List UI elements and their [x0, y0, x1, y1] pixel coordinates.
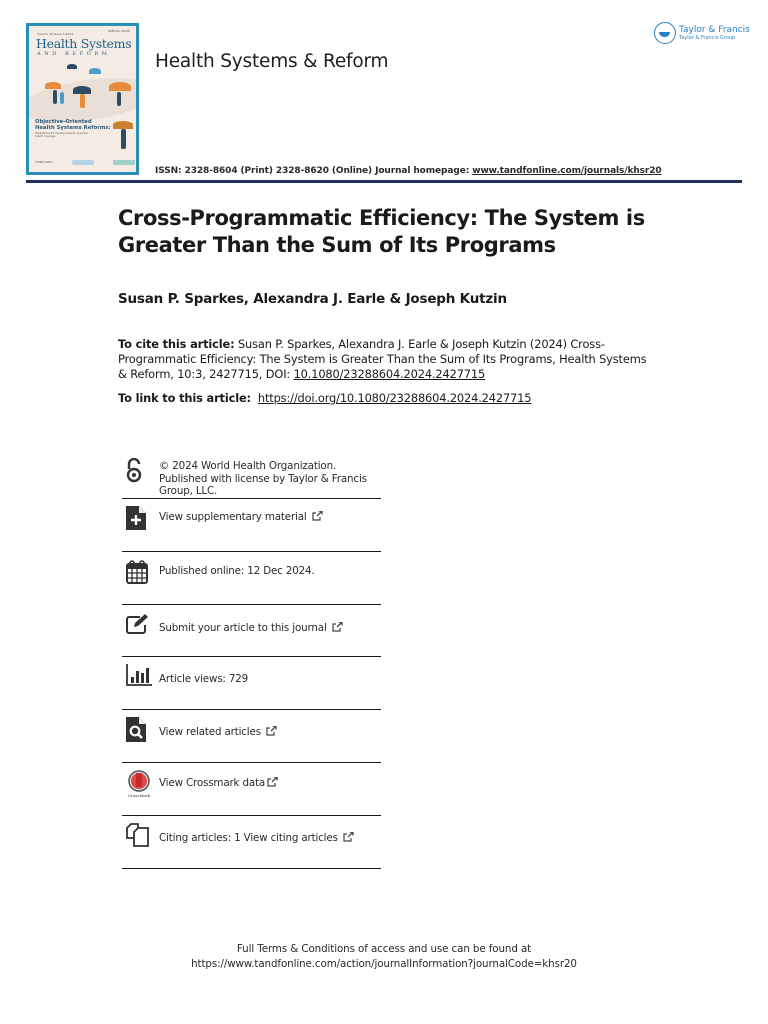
- terms-footer: [0, 942, 768, 972]
- citing-articles-row[interactable]: [122, 816, 381, 869]
- umbrella-illustration: [109, 82, 131, 91]
- crossmark-icon: [122, 770, 159, 798]
- umbrella-illustration: [73, 86, 91, 94]
- figure-illustration: [60, 92, 64, 104]
- article-doi-link[interactable]: https://doi.org/10.1080/23288604.2024.2427715: [257, 391, 532, 405]
- cite-text: Susan P. Sparkes, Alexandra J. Earle & Joseph Kutzin (2024) Cross-Programmatic Efficiency: The System is Greater Than the Sum of Its Programs, Health Systems & Reform, 10:3, 2427715, DOI:: [118, 337, 647, 381]
- publisher-logo: [654, 22, 750, 44]
- external-link-icon: [266, 726, 277, 740]
- header-divider: [26, 180, 742, 183]
- cover-title: Health Systems: [36, 36, 132, 51]
- figure-illustration: [121, 129, 126, 149]
- copy-documents-icon: [122, 823, 159, 847]
- crossmark-link[interactable]: View Crossmark data: [159, 770, 278, 791]
- search-document-icon: [122, 717, 159, 742]
- citing-articles-link[interactable]: Citing articles: 1 View citing articles: [159, 823, 354, 846]
- umbrella-illustration: [89, 68, 101, 74]
- supplementary-row[interactable]: [122, 499, 381, 552]
- link-label: To link to this article:: [118, 391, 251, 405]
- tf-cover-logo: [113, 160, 135, 165]
- published-online-text: Published online: 12 Dec 2024.: [159, 565, 315, 577]
- cover-title-sub: AND REFORM: [37, 51, 111, 57]
- article-info-box: [122, 452, 381, 869]
- license-row: [122, 452, 381, 499]
- thinkwell-logo: THINK WELL: [35, 160, 54, 164]
- license-text: © 2024 World Health Organization. Published with license by Taylor & Francis Group, LLC.: [159, 460, 367, 497]
- terms-line: Full Terms & Conditions of access and use can be found at: [236, 943, 532, 955]
- submit-article-row[interactable]: [122, 605, 381, 657]
- article-title: Cross-Programmatic Efficiency: The System is Greater Than the Sum of Its Programs: [118, 206, 645, 257]
- article-authors: Susan P. Sparkes, Alexandra J. Earle & Joseph Kutzin: [118, 291, 507, 307]
- issn-text: ISSN: 2328-8604 (Print) 2328-8620 (Online) Journal homepage:: [155, 166, 473, 176]
- cover-subtitle-small: Implications for moving towards universal health coverage: [35, 132, 88, 138]
- umbrella-illustration: [113, 121, 133, 129]
- related-articles-row[interactable]: [122, 710, 381, 763]
- calendar-icon: [122, 560, 159, 584]
- umbrella-illustration: [67, 64, 77, 69]
- terms-url[interactable]: https://www.tandfonline.com/action/journalInformation?journalCode=khsr20: [191, 958, 577, 970]
- svg-text:CrossMark: CrossMark: [127, 793, 151, 798]
- journal-cover-image[interactable]: [26, 23, 139, 175]
- issn-line: [155, 166, 662, 176]
- journal-homepage-link[interactable]: www.tandfonline.com/journals/khsr20: [472, 166, 662, 176]
- open-access-icon: [122, 458, 159, 484]
- external-link-icon: [267, 777, 278, 791]
- edit-icon: [122, 613, 159, 635]
- bar-chart-icon: [122, 664, 159, 686]
- related-articles-link[interactable]: View related articles: [159, 717, 277, 740]
- cover-kicker: Volume 10 Issue 3 2024: [37, 32, 74, 36]
- supplementary-link[interactable]: View supplementary material: [159, 506, 323, 525]
- submit-article-link[interactable]: Submit your article to this journal: [159, 613, 343, 636]
- external-link-icon: [312, 511, 323, 525]
- supplementary-file-icon: [122, 506, 159, 530]
- publisher-group: Taylor & Francis Group: [679, 35, 736, 41]
- citation-block: [118, 337, 658, 382]
- crossmark-row[interactable]: [122, 763, 381, 816]
- cover-editors: · · · · · · · · · · · · · · · · ·: [35, 139, 43, 148]
- cite-doi-link[interactable]: 10.1080/23288604.2024.2427715: [293, 367, 486, 381]
- cover-special-issue: SPECIAL ISSUE: [107, 29, 130, 33]
- taylor-francis-lamp-icon: [654, 22, 676, 44]
- publisher-name: Taylor & Francis: [679, 25, 750, 35]
- external-link-icon: [343, 832, 354, 846]
- who-logo: [72, 160, 94, 165]
- article-link-block: [118, 391, 531, 405]
- published-online-row: [122, 552, 381, 605]
- external-link-icon: [332, 622, 343, 636]
- figure-illustration: [53, 90, 57, 104]
- cover-logos: [35, 158, 135, 166]
- article-views-row: [122, 657, 381, 710]
- cite-label: To cite this article:: [118, 337, 235, 351]
- article-views-text: Article views: 729: [159, 673, 249, 685]
- umbrella-illustration: [45, 82, 61, 89]
- journal-name: Health Systems & Reform: [155, 51, 389, 72]
- figure-illustration: [80, 94, 85, 108]
- figure-illustration: [117, 92, 121, 106]
- cover-subtitle: Objective-Oriented Health Systems Reforms:: [35, 119, 111, 131]
